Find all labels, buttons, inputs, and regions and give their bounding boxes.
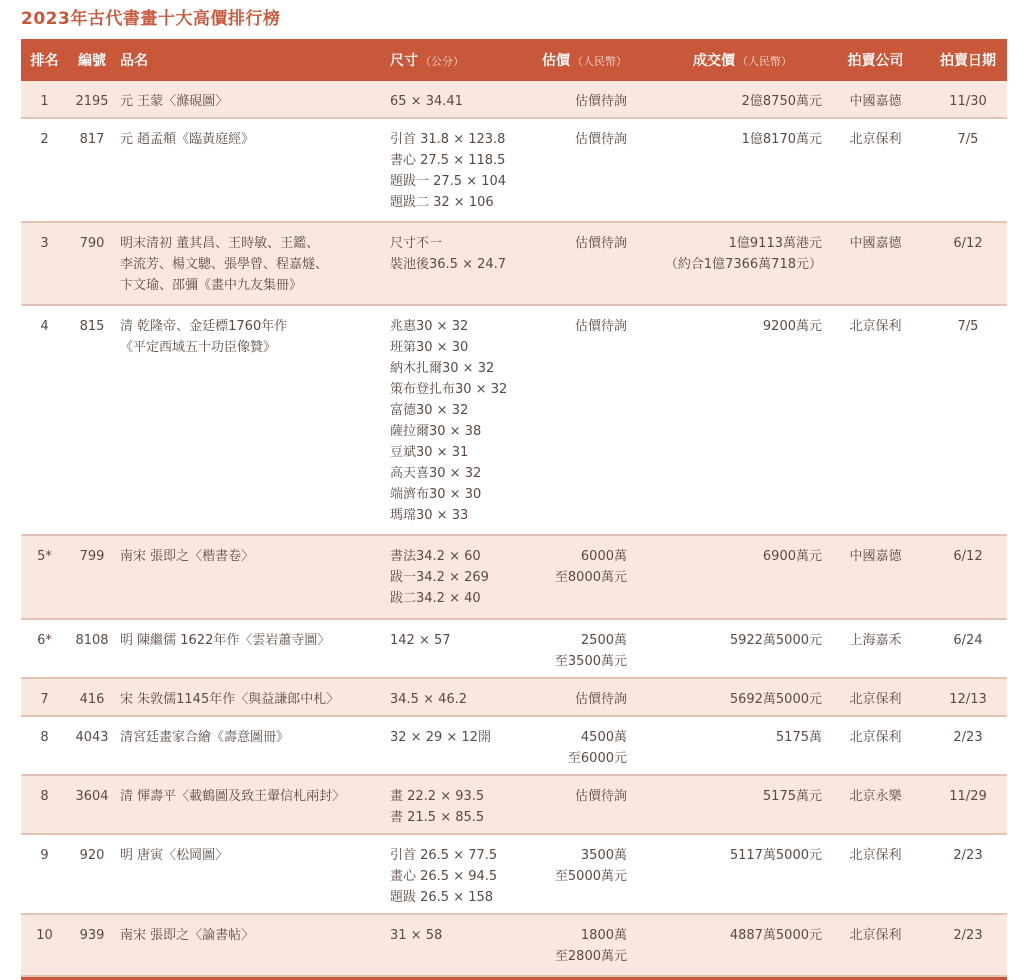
rank-cell: 5*: [37, 549, 52, 564]
name-cell: [116, 717, 390, 774]
size-cell-line: 兆惠30 × 32: [390, 319, 469, 334]
estimate-cell: [520, 679, 627, 715]
name-cell-line: 明末清初 董其昌、王時敏、王鑑、: [120, 236, 320, 251]
size-cell-line: 尺寸不一: [390, 236, 443, 251]
size-cell-line: 引首 31.8 × 123.8: [390, 132, 506, 147]
number-cell: 817: [79, 132, 105, 147]
number-cell: 2195: [75, 94, 109, 109]
name-cell-line: 清宮廷畫家合繪《壽意圖冊》: [120, 730, 290, 745]
header-price-unit: （人民幣）: [737, 55, 792, 68]
estimate-cell: [520, 717, 627, 774]
auction-date-cell: 7/5: [957, 319, 979, 334]
size-cell-line: 32 × 29 × 12開: [390, 730, 491, 745]
price-cell-line: 5692萬5000元: [729, 692, 822, 707]
price-cell: [627, 620, 822, 677]
header-size: [390, 50, 520, 70]
size-cell-line: 引首 26.5 × 77.5: [390, 848, 498, 863]
name-cell: [116, 915, 390, 975]
auction-house-cell: 北京保利: [849, 730, 902, 745]
name-cell-line: 卞文瑜、邵彌《畫中九友集冊》: [120, 278, 303, 293]
auction-date-cell: 2/23: [953, 928, 983, 943]
size-cell-line: 31 × 58: [390, 928, 443, 943]
auction-house-cell: 上海嘉禾: [849, 633, 902, 648]
estimate-cell-line: 估價待詢: [574, 236, 627, 251]
name-cell: [116, 119, 390, 221]
size-cell-line: 畫心 26.5 × 94.5: [390, 869, 498, 884]
price-cell-line: 5117萬5000元: [729, 848, 822, 863]
auction-house-cell: 北京保利: [849, 132, 902, 147]
name-cell-line: 《平定西域五十功臣像贊》: [120, 340, 277, 355]
auction-house-cell: 北京保利: [849, 319, 902, 334]
header-number: 編號: [78, 53, 106, 69]
estimate-cell-line: 估價待詢: [574, 692, 627, 707]
name-cell-line: 元 趙孟頫《臨黃庭經》: [120, 132, 255, 147]
rank-cell: 4: [40, 319, 49, 334]
name-cell: [116, 81, 390, 117]
name-cell-line: 李流芳、楊文驄、張學曾、程嘉燧、: [120, 257, 329, 272]
size-cell-line: 題跋一 27.5 × 104: [390, 174, 507, 189]
table-body: [21, 81, 1007, 977]
price-cell-line: 5922萬5000元: [729, 633, 822, 648]
header-rank: 排名: [30, 53, 59, 69]
estimate-cell-line: 估價待詢: [574, 319, 627, 334]
header-size-unit: （公分）: [420, 55, 464, 68]
estimate-cell: [520, 536, 627, 618]
price-cell: [627, 915, 822, 975]
header-estimate-unit: （人民幣）: [572, 55, 627, 68]
estimate-cell-line: 3500萬: [580, 848, 627, 863]
size-cell-line: 裝池後36.5 × 24.7: [390, 257, 507, 272]
estimate-cell-line: 6000萬: [580, 549, 627, 564]
estimate-cell: [520, 81, 627, 117]
price-cell-line: 6900萬元: [762, 549, 822, 564]
price-cell: [627, 679, 822, 715]
header-price-label: 成交價: [693, 53, 735, 69]
estimate-cell-line: 至8000萬元: [554, 570, 627, 585]
name-cell: [116, 776, 390, 833]
size-cell-line: 跋一34.2 × 269: [390, 570, 489, 585]
estimate-cell-line: 1800萬: [580, 928, 627, 943]
name-cell: [116, 835, 390, 913]
rank-cell: 6*: [37, 633, 52, 648]
size-cell-line: 65 × 34.41: [390, 94, 463, 109]
price-cell-line: 1億8170萬元: [741, 132, 822, 147]
estimate-cell-line: 至5000萬元: [554, 869, 627, 884]
size-cell: [390, 835, 520, 913]
estimate-cell-line: 至3500萬元: [554, 654, 627, 669]
size-cell: [390, 679, 520, 715]
auction-date-cell: 11/30: [949, 94, 987, 109]
name-cell: [116, 306, 390, 534]
auction-date-cell: 2/23: [953, 848, 983, 863]
size-cell-line: 高天喜30 × 32: [390, 466, 482, 481]
size-cell-line: 富德30 × 32: [390, 403, 469, 418]
rank-cell: 1: [40, 94, 49, 109]
header-name: 品名: [120, 53, 148, 69]
auction-house-cell: 北京保利: [849, 692, 902, 707]
auction-date-cell: 6/24: [953, 633, 983, 648]
table-row: [21, 717, 1007, 776]
price-cell: [627, 306, 822, 534]
size-cell: [390, 119, 520, 221]
size-cell: [390, 81, 520, 117]
rank-cell: 7: [40, 692, 49, 707]
header-estimate: [520, 50, 627, 70]
table-row: [21, 620, 1007, 679]
estimate-cell: [520, 835, 627, 913]
price-cell: [627, 536, 822, 618]
price-cell-line: 9200萬元: [762, 319, 822, 334]
rank-cell: 8: [40, 730, 49, 745]
estimate-cell: [520, 306, 627, 534]
size-cell-line: 班第30 × 30: [390, 340, 469, 355]
header-estimate-label: 估價: [542, 53, 570, 69]
header-auction-house: 拍賣公司: [847, 53, 904, 69]
table-row: [21, 536, 1007, 620]
header-size-label: 尺寸: [390, 53, 418, 69]
estimate-cell-line: 至6000元: [567, 751, 627, 766]
size-cell-line: 瑪瑺30 × 33: [390, 508, 469, 523]
table-row: [21, 223, 1007, 306]
number-cell: 815: [79, 319, 105, 334]
estimate-cell: [520, 776, 627, 833]
name-cell-line: 清 乾隆帝、金廷標1760年作: [120, 319, 288, 334]
table-row: [21, 835, 1007, 915]
estimate-cell-line: 至2800萬元: [554, 949, 627, 964]
rank-cell: 2: [40, 132, 49, 147]
number-cell: 790: [79, 236, 105, 251]
size-cell: [390, 717, 520, 774]
estimate-cell: [520, 223, 627, 304]
rank-cell: 3: [40, 236, 49, 251]
price-cell: [627, 119, 822, 221]
size-cell: [390, 223, 520, 304]
header-price: [627, 50, 822, 70]
auction-date-cell: 11/29: [949, 789, 987, 804]
price-cell: [627, 81, 822, 117]
size-cell: [390, 915, 520, 975]
auction-house-cell: 北京永樂: [849, 789, 902, 804]
size-cell: [390, 776, 520, 833]
name-cell-line: 宋 朱敦儒1145年作〈與益謙郎中札〉: [120, 692, 340, 707]
price-cell-line: 2億8750萬元: [741, 94, 822, 109]
rank-cell: 8: [40, 789, 49, 804]
auction-date-cell: 7/5: [957, 132, 979, 147]
name-cell-line: 清 惲壽平〈載鶴圖及致王翬信札兩封〉: [120, 789, 346, 804]
estimate-cell-line: 4500萬: [580, 730, 627, 745]
auction-date-cell: 2/23: [953, 730, 983, 745]
name-cell-line: 元 王蒙〈滌硯圖〉: [120, 94, 229, 109]
name-cell: [116, 536, 390, 618]
price-cell-line: 1億9113萬港元: [728, 236, 822, 251]
estimate-cell-line: 2500萬: [580, 633, 627, 648]
price-cell: [627, 223, 822, 304]
number-cell: 939: [79, 928, 105, 943]
name-cell: [116, 620, 390, 677]
table-row: [21, 81, 1007, 119]
table-row: [21, 119, 1007, 223]
price-cell: [627, 717, 822, 774]
size-cell: [390, 536, 520, 618]
name-cell-line: 明 唐寅〈松岡圖〉: [120, 848, 229, 863]
number-cell: 4043: [75, 730, 109, 745]
price-cell-line: 4887萬5000元: [729, 928, 822, 943]
auction-house-cell: 北京保利: [849, 928, 902, 943]
table-row: [21, 679, 1007, 717]
header-auction-date: 拍賣日期: [940, 53, 996, 69]
size-cell-line: 跋二34.2 × 40: [390, 591, 481, 606]
page-title: 2023年古代書畫十大高價排行榜: [21, 9, 281, 29]
estimate-cell: [520, 119, 627, 221]
size-cell-line: 畫 22.2 × 93.5: [390, 789, 485, 804]
number-cell: 416: [79, 692, 105, 707]
price-cell: [627, 776, 822, 833]
auction-house-cell: 中國嘉德: [849, 549, 902, 564]
size-cell-line: 端濟布30 × 30: [390, 487, 482, 502]
table-row: [21, 776, 1007, 835]
estimate-cell: [520, 915, 627, 975]
name-cell-line: 明 陳繼儒 1622年作〈雲岩蕭寺圖〉: [120, 633, 331, 648]
estimate-cell-line: 估價待詢: [574, 132, 627, 147]
rank-cell: 9: [40, 848, 49, 863]
name-cell-line: 南宋 張即之〈論書帖〉: [120, 928, 255, 943]
size-cell-line: 書心 27.5 × 118.5: [390, 153, 506, 168]
auction-house-cell: 中國嘉德: [849, 94, 902, 109]
rank-cell: 10: [36, 928, 53, 943]
name-cell: [116, 223, 390, 304]
price-cell-line: 5175萬元: [762, 789, 822, 804]
number-cell: 8108: [75, 633, 109, 648]
price-cell-line: 5175萬: [775, 730, 822, 745]
auction-house-cell: 北京保利: [849, 848, 902, 863]
estimate-cell-line: 估價待詢: [574, 94, 627, 109]
size-cell-line: 納木扎爾30 × 32: [390, 361, 495, 376]
size-cell-line: 書 21.5 × 85.5: [390, 810, 485, 825]
size-cell-line: 142 × 57: [390, 633, 451, 648]
table-row: [21, 915, 1007, 977]
name-cell-line: 南宋 張即之〈楷書卷〉: [120, 549, 255, 564]
table-row: [21, 306, 1007, 536]
size-cell-line: 策布登扎布30 × 32: [390, 382, 508, 397]
size-cell: [390, 620, 520, 677]
number-cell: 799: [79, 549, 105, 564]
size-cell: [390, 306, 520, 534]
price-cell-line: （約合1億7366萬718元）: [664, 257, 822, 272]
size-cell-line: 豆斌30 × 31: [390, 445, 469, 460]
estimate-cell-line: 估價待詢: [574, 789, 627, 804]
ranking-table: [21, 39, 1007, 980]
auction-date-cell: 6/12: [953, 549, 983, 564]
number-cell: 3604: [75, 789, 109, 804]
number-cell: 920: [79, 848, 105, 863]
auction-date-cell: 12/13: [949, 692, 987, 707]
size-cell-line: 題跋 26.5 × 158: [390, 890, 494, 905]
size-cell-line: 題跋二 32 × 106: [390, 195, 494, 210]
size-cell-line: 書法34.2 × 60: [390, 549, 481, 564]
auction-house-cell: 中國嘉德: [849, 236, 902, 251]
table-header: [21, 39, 1007, 81]
name-cell: [116, 679, 390, 715]
size-cell-line: 34.5 × 46.2: [390, 692, 468, 707]
size-cell-line: 薩拉爾30 × 38: [390, 424, 482, 439]
auction-date-cell: 6/12: [953, 236, 983, 251]
price-cell: [627, 835, 822, 913]
estimate-cell: [520, 620, 627, 677]
